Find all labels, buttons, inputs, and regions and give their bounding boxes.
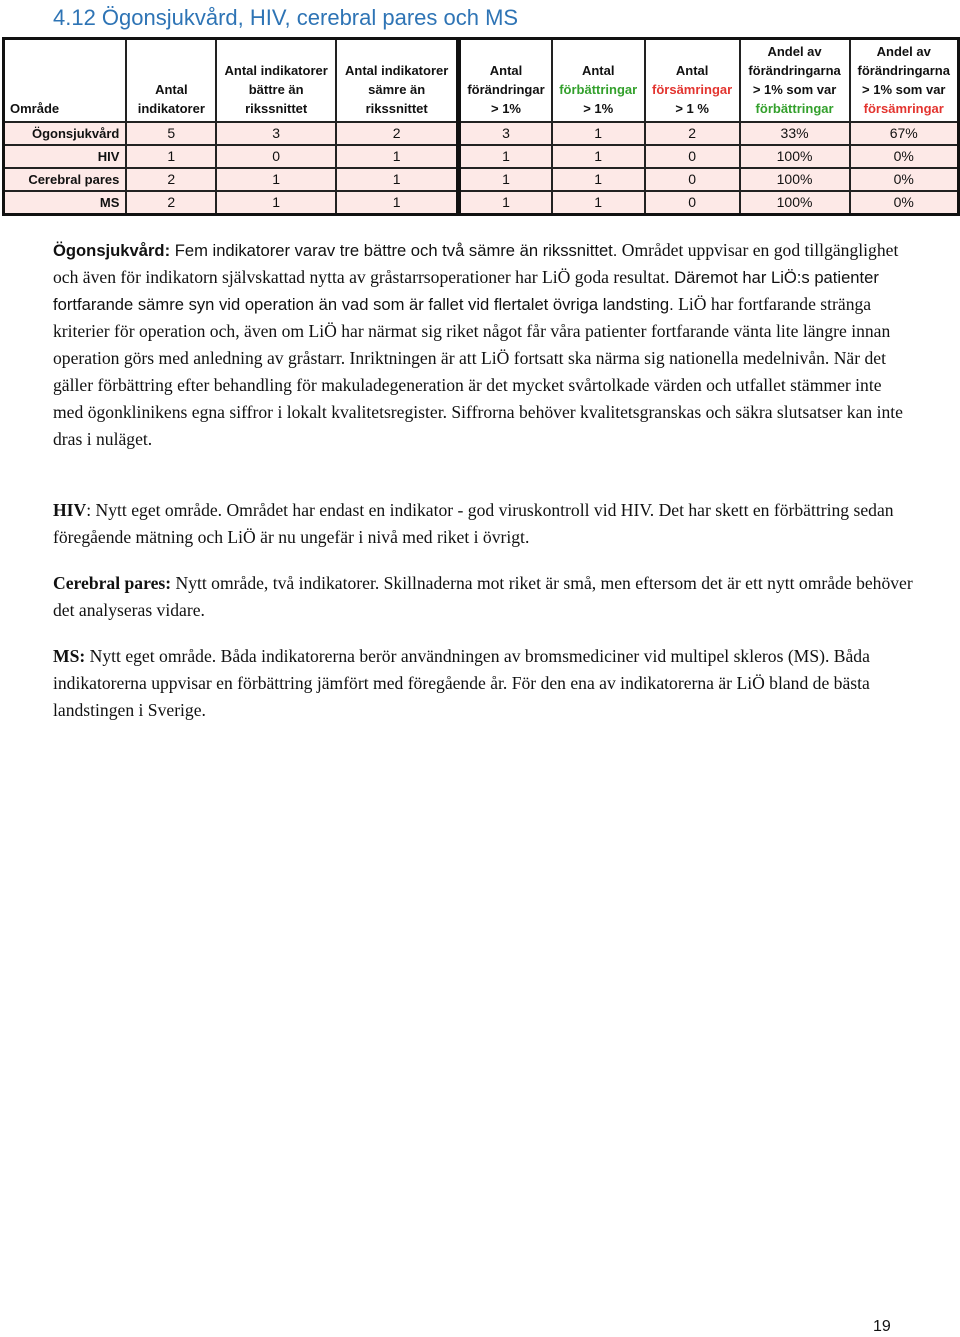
indicator-summary-table (2, 37, 960, 216)
table-row (4, 145, 959, 168)
row-area: Ögonsjukvård (4, 122, 127, 145)
cell-andel-forbattringar: 100% (740, 145, 850, 168)
cell-forsamringar: 2 (645, 122, 740, 145)
header-omrade: Område (4, 39, 127, 122)
header-battre-an-rikssnittet: Antal indikatorer bättre än rikssnittet (216, 39, 336, 122)
cell-forandringar: 1 (459, 191, 552, 215)
cell-andel-forsamringar: 67% (850, 122, 959, 145)
paragraph-ms: MS: Nytt eget område. Båda indikatorerna berör användningen av bromsmediciner vid multipel skleros (MS). Båda indikatorerna uppvisar en förbättring jämfört med föregående år. För den ena av indikatorerna är LiÖ bland de bästa landstingen i Sverige. (53, 646, 870, 720)
cell-forandringar: 3 (459, 122, 552, 145)
cell-andel-forbattringar: 33% (740, 122, 850, 145)
cell-andel-forbattringar: 100% (740, 168, 850, 191)
cell-forbattringar: 1 (552, 145, 645, 168)
cell-andel-forbattringar: 100% (740, 191, 850, 215)
paragraph-hiv: HIV: Nytt eget område. Området har endast en indikator - god viruskontroll vid HIV. Det har skett en förbättring sedan föregående mätning och LiÖ är nu ungefär i nivå med riket i övrigt. (53, 500, 894, 547)
label-cerebral-pares: Cerebral pares: (53, 573, 172, 593)
header-andel-forsamringar: Andel av förändringarna > 1% som var försämringar (850, 39, 959, 122)
cell-battre: 3 (216, 122, 336, 145)
header-samre-an-rikssnittet: Antal indikatorer sämre än rikssnittet (336, 39, 459, 122)
row-area: Cerebral pares (4, 168, 127, 191)
cell-forsamringar: 0 (645, 168, 740, 191)
table-row (4, 191, 959, 215)
header-antal-forandringar: Antal förändringar > 1% (459, 39, 552, 122)
label-ms: MS: (53, 646, 86, 666)
cell-battre: 1 (216, 168, 336, 191)
page-heading: 4.12 Ögonsjukvård, HIV, cerebral pares och MS (53, 5, 519, 30)
cell-forbattringar: 1 (552, 191, 645, 215)
row-area: HIV (4, 145, 127, 168)
cell-forsamringar: 0 (645, 145, 740, 168)
cell-antal: 1 (126, 145, 216, 168)
cell-forbattringar: 1 (552, 122, 645, 145)
cell-antal: 2 (126, 191, 216, 215)
cell-forandringar: 1 (459, 145, 552, 168)
label-hiv: HIV (53, 500, 87, 520)
table-header-row (4, 39, 959, 122)
cell-antal: 2 (126, 168, 216, 191)
cell-forsamringar: 0 (645, 191, 740, 215)
label-ogonsjukvard: Ögonsjukvård: (53, 241, 171, 260)
header-andel-forbattringar: Andel av förändringarna > 1% som var förbättringar (740, 39, 850, 122)
paragraph-cerebral-pares: Cerebral pares: Nytt område, två indikatorer. Skillnaderna mot riket är små, men eftersom det är ett nytt område behöver det analyseras vidare. (53, 573, 913, 620)
paragraph-ogonsjukvard: Ögonsjukvård: Fem indikatorer varav tre bättre och två sämre än rikssnittet. Området uppvisar en god tillgänglighet och även för indikatorn självskattad nytta av gråstarrsoperationer har LiÖ goda resultat. Däremot har LiÖ:s patienter fortfarande sämre syn vid operation än vad som är fallet vid flertalet övriga landsting. LiÖ har fortfarande stränga kriterier för operation och, även om LiÖ har närmat sig riket något får våra patienter fortfarande vänta lite längre innan operation görs med anledning av gråstarr. Inriktningen är att LiÖ fortsatt ska närma sig nationella medelnivån. När det gäller förbättring efter behandling för makuladegeneration är det mycket svårtolkade värden och utfallet stämmer inte med ögonklinikens egna siffror i lokalt kvalitetsregister. Siffrorna behöver kvalitetsgranskas och säkra slutsatser kan inte dras i nuläget. (53, 240, 903, 449)
cell-andel-forsamringar: 0% (850, 145, 959, 168)
row-area: MS (4, 191, 127, 215)
cell-andel-forsamringar: 0% (850, 191, 959, 215)
header-antal-indikatorer: Antal indikatorer (126, 39, 216, 122)
header-antal-forsamringar: Antal försämringar > 1 % (645, 39, 740, 122)
cell-battre: 1 (216, 191, 336, 215)
cell-samre: 1 (336, 168, 459, 191)
page-number: 19 (873, 1318, 891, 1335)
table-row (4, 122, 959, 145)
cell-forbattringar: 1 (552, 168, 645, 191)
cell-samre: 1 (336, 145, 459, 168)
header-antal-forbattringar: Antal förbättringar > 1% (552, 39, 645, 122)
cell-samre: 2 (336, 122, 459, 145)
cell-antal: 5 (126, 122, 216, 145)
cell-samre: 1 (336, 191, 459, 215)
cell-andel-forsamringar: 0% (850, 168, 959, 191)
cell-battre: 0 (216, 145, 336, 168)
cell-forandringar: 1 (459, 168, 552, 191)
table-row (4, 168, 959, 191)
